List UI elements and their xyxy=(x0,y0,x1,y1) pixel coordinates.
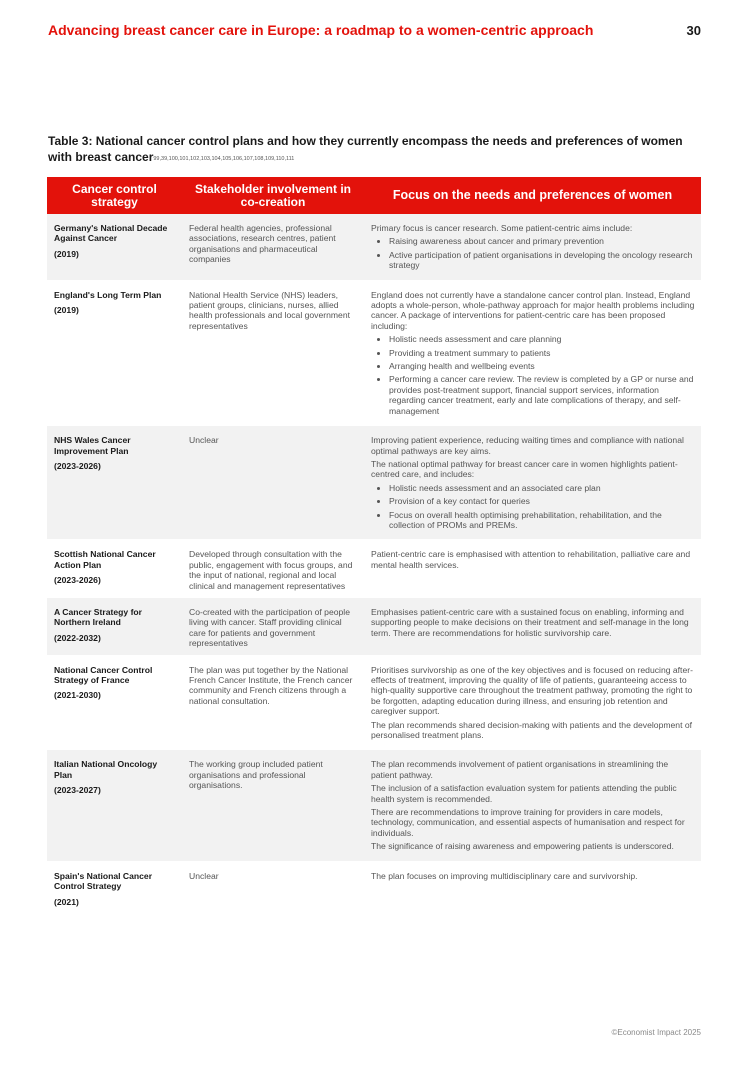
focus-paragraph: The inclusion of a satisfaction evaluation system for patients attending the public health system is recommended. xyxy=(371,783,677,804)
strategy-name: Italian National Oncology Plan xyxy=(54,759,158,780)
caption-references: 99,39,100,101,102,103,104,105,106,107,108,109,110,111 xyxy=(153,156,295,162)
strategy-cell xyxy=(47,426,182,540)
focus-bullet: • Active participation of patient organisations in developing the oncology research strategy xyxy=(389,250,695,271)
column-header-focus: Focus on the needs and preferences of women xyxy=(364,177,701,214)
strategy-cell xyxy=(47,214,182,280)
strategy-name: National Cancer Control Strategy of France xyxy=(54,664,153,685)
strategy-name: A Cancer Strategy for Northern Ireland xyxy=(54,606,143,628)
stakeholder-cell: Co-created with the participation of people living with cancer. Staff providing clinical care for patients and government representatives xyxy=(182,597,364,655)
table-row xyxy=(47,750,701,861)
focus-paragraph: There are recommendations to improve training for providers in care models, technology, communication, and essential aspects of humanisation and respect for individuals. xyxy=(371,807,685,838)
table-header-row xyxy=(47,177,701,214)
focus-cell xyxy=(364,280,701,425)
strategy-cell xyxy=(47,280,182,425)
table-row xyxy=(47,214,701,280)
table-row xyxy=(47,540,701,598)
strategy-cell xyxy=(47,750,182,861)
focus-paragraph: The plan focuses on improving multidisciplinary care and survivorship. xyxy=(371,870,638,881)
table-row xyxy=(47,597,701,655)
table-caption-text: Table 3: National cancer control plans and how they currently encompass the needs and preferences of women with breast cancer xyxy=(48,134,683,164)
stakeholder-cell: Unclear xyxy=(182,861,364,913)
focus-paragraph: Prioritises survivorship as one of the key objectives and is focused on reducing after-effects of treatment, improving the quality of life of patients, guaranteeing access to high-quality supportive care throughout the treatment pathway, promoting the right to be forgotten, adapting education during illness, and ensuring job retention and caregiver support. xyxy=(371,664,693,717)
focus-cell xyxy=(364,214,701,280)
focus-bullet: • Provision of a key contact for queries xyxy=(389,496,695,506)
strategy-years: (2021) xyxy=(54,896,79,907)
strategy-years: (2019) xyxy=(54,248,79,259)
strategy-years: (2023-2026) xyxy=(54,575,101,586)
table-row xyxy=(47,861,701,913)
column-header-stakeholders: Stakeholder involvement in co-creation xyxy=(182,177,364,214)
strategy-years: (2023-2026) xyxy=(54,460,101,471)
cancer-plans-table xyxy=(47,177,701,914)
strategy-cell xyxy=(47,655,182,750)
table-row xyxy=(47,426,701,540)
focus-cell xyxy=(364,540,701,598)
focus-paragraph: The plan recommends shared decision-making with patients and the development of personalised treatment plans. xyxy=(371,719,693,741)
strategy-cell xyxy=(47,597,182,655)
focus-bullet: • Holistic needs assessment and care planning xyxy=(389,334,695,344)
strategy-name: Spain's National Cancer Control Strategy xyxy=(54,870,153,892)
strategy-years: (2023-2027) xyxy=(54,785,101,796)
focus-bullet: • Providing a treatment summary to patients xyxy=(389,348,695,358)
stakeholder-cell: Unclear xyxy=(182,426,364,540)
focus-paragraph: The significance of raising awareness and empowering patients is underscored. xyxy=(371,841,674,852)
stakeholder-cell: Developed through consultation with the public, engagement with focus groups, and the input of national, regional and local clinical and management representatives xyxy=(182,540,364,598)
header-title: Advancing breast cancer care in Europe: a roadmap to a women-centric approach xyxy=(48,22,594,38)
focus-bullet-list xyxy=(371,236,695,270)
focus-cell xyxy=(364,655,701,750)
strategy-name: NHS Wales Cancer Improvement Plan xyxy=(54,435,131,456)
column-header-strategy: Cancer control strategy xyxy=(47,177,182,214)
table-body xyxy=(47,214,701,913)
focus-cell xyxy=(364,861,701,913)
footer-copyright: ©Economist Impact 2025 xyxy=(611,1028,701,1037)
stakeholder-cell: Federal health agencies, professional associations, research centres, patient organisations and pharmaceutical companies xyxy=(182,214,364,280)
focus-cell xyxy=(364,426,701,540)
strategy-name: Germany's National Decade Against Cancer xyxy=(54,223,168,244)
strategy-years: (2019) xyxy=(54,305,79,316)
table-row xyxy=(47,280,701,425)
strategy-cell xyxy=(47,540,182,598)
focus-bullet: • Performing a cancer care review. The review is completed by a GP or nurse and provides post-treatment support, financial support services, information regarding cancer treatment, early and late complications of therapy, and self-management xyxy=(389,374,695,416)
strategy-name: Scottish National Cancer Action Plan xyxy=(54,549,156,570)
focus-cell xyxy=(364,750,701,861)
focus-cell xyxy=(364,597,701,655)
table-row xyxy=(47,655,701,750)
stakeholder-cell: National Health Service (NHS) leaders, patient groups, clinicians, nurses, allied health professionals and local government representatives xyxy=(182,280,364,425)
focus-bullet: • Holistic needs assessment and an associated care plan xyxy=(389,483,695,493)
strategy-years: (2021-2030) xyxy=(54,690,101,701)
focus-paragraph: The plan recommends involvement of patient organisations in streamlining the patient pathway. xyxy=(371,759,669,780)
focus-bullet-list xyxy=(371,483,695,531)
focus-paragraph: Patient-centric care is emphasised with attention to rehabilitation, palliative care and mental health services. xyxy=(371,549,691,570)
table-caption xyxy=(48,133,698,165)
stakeholder-cell: The working group included patient organisations and professional organisations. xyxy=(182,750,364,861)
focus-bullet: • Raising awareness about cancer and primary prevention xyxy=(389,236,695,246)
focus-bullet: • Focus on overall health optimising prehabilitation, rehabilitation, and the collection of PROMs and PREMs. xyxy=(389,510,695,531)
focus-bullet-list xyxy=(371,334,695,416)
page-number: 30 xyxy=(686,23,701,38)
strategy-name: England's Long Term Plan xyxy=(54,289,162,300)
focus-paragraph: England does not currently have a standalone cancer control plan. Instead, England adopts a whole-person, whole-pathway approach for major health problems including cancer. A package of interventions for patient-centric care has been proposed including: xyxy=(371,289,695,331)
stakeholder-cell: The plan was put together by the National French Cancer Institute, the French cancer community and French citizens through a national consultation. xyxy=(182,655,364,750)
focus-paragraph: The national optimal pathway for breast cancer care in women highlights patient-centred care, and includes: xyxy=(371,458,678,480)
strategy-years: (2022-2032) xyxy=(54,632,101,643)
focus-paragraph: Emphasises patient-centric care with a sustained focus on enabling, informing and supporting people to make decisions on their treatment and self-manage in the long term. There are recommendations for holistic survivorship care. xyxy=(371,606,689,638)
focus-paragraph: Primary focus is cancer research. Some patient-centric aims include: xyxy=(371,223,633,233)
focus-paragraph: Improving patient experience, reducing waiting times and compliance with national optimal pathways are key aims. xyxy=(371,435,684,456)
strategy-cell xyxy=(47,861,182,913)
focus-bullet: • Arranging health and wellbeing events xyxy=(389,361,695,371)
